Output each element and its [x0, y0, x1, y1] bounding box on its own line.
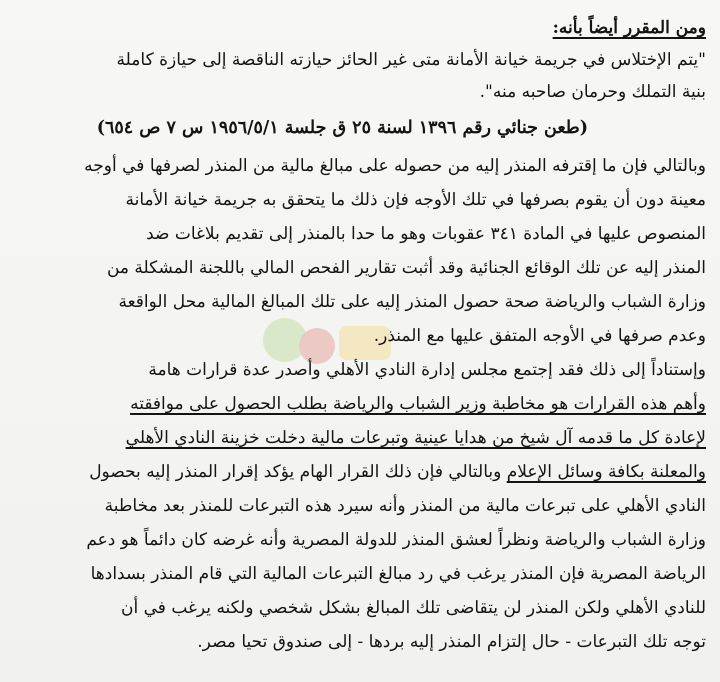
paragraph-line — [89, 457, 706, 487]
paragraph-line: وبالتالي فإن ما إقترفه المنذر إليه من حصوله على مبالغ مالية من المنذر لصرفها في أوجه — [84, 156, 706, 176]
court-citation: (طعن جنائي رقم ١٣٩٦ لسنة ٢٥ ق جلسة ١٩٥٦/٥/١ س ٧ ص ٦٥٤) — [96, 118, 588, 138]
quote-line: بنية التملك وحرمان صاحبه منه". — [479, 82, 706, 102]
document-body — [8, 0, 706, 682]
paragraph-line: المنصوص عليها في المادة ٣٤١ عقوبات وهو ما حدا بالمنذر إلى تقديم بلاغات ضد — [146, 224, 706, 244]
paragraph-line: معينة دون أن يقوم بصرفها في تلك الأوجه فإن ذلك ما يتحقق به جريمة خيانة الأمانة — [125, 190, 706, 210]
paragraph-line: الرياضة المصرية فإن المنذر يرغب في رد مبالغ التبرعات المالية التي قام المنذر بسدادها — [90, 564, 706, 584]
paragraph-line: للنادي الأهلي ولكن المنذر لن يتقاضى تلك المبالغ بشكل شخصي ولكنه يرغب في أن — [121, 598, 706, 618]
paragraph-line: النادي الأهلي على تبرعات مالية من المنذر وأنه سيرد هذه التبرعات للمنذر بعد مخاطبة — [104, 496, 706, 516]
paragraph-line: المنذر إليه عن تلك الوقائع الجنائية وقد أثبت تقارير الفحص المالي باللجنة المشكلة من — [106, 258, 706, 278]
quote-line: "يتم الإختلاس في جريمة خيانة الأمانة متى غير الحائز حيازته الناقصة إلى حيازة كاملة — [116, 50, 706, 70]
paragraph-line: وزارة الشباب والرياضة ونظراً لعشق المنذر للدولة المصرية وأنه غرضه كان دائماً هو دعم — [86, 530, 706, 550]
paragraph-line: وزارة الشباب والرياضة صحة حصول المنذر إليه على تلك المبالغ المالية محل الواقعة — [118, 292, 706, 312]
underlined-paragraph-line: لإعادة كل ما قدمه آل شيخ من هدايا عينية وتبرعات مالية دخلت خزينة النادي الأهلي — [125, 428, 706, 448]
paragraph-line: وإستناداً إلى ذلك فقد إجتمع مجلس إدارة النادي الأهلي وأصدر عدة قرارات هامة — [148, 360, 706, 380]
intro-label: ومن المقرر أيضاً بأنه: — [552, 18, 706, 38]
underlined-paragraph-line: وأهم هذه القرارات هو مخاطبة وزير الشباب والرياضة بطلب الحصول على موافقته — [130, 394, 706, 414]
underlined-phrase: والمعلنة بكافة وسائل الإعلام — [506, 462, 706, 482]
paragraph-text: وبالتالي فإن ذلك القرار الهام يؤكد إقرار المنذر إليه بحصول — [89, 462, 507, 482]
paragraph-line: وعدم صرفها في الأوجه المتفق عليها مع المنذر. — [373, 326, 706, 346]
paragraph-line: توجه تلك التبرعات - حال إلتزام المنذر إليه بردها - إلى صندوق تحيا مصر. — [197, 632, 706, 652]
